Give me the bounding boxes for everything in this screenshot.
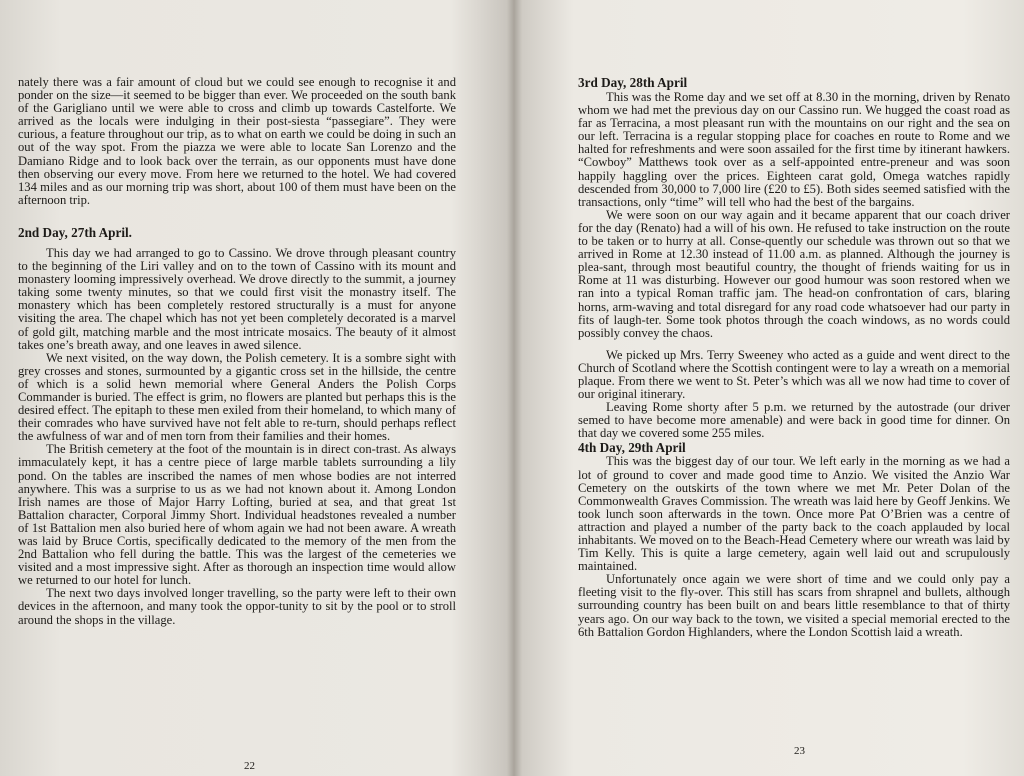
heading-day-3: 3rd Day, 28th April	[578, 75, 688, 90]
paragraph-british-cemetery: The British cemetery at the foot of the mountain is in direct con-trast. As always immaculately kept, it has a centre piece of large marble tablets surrounding a lily pond. On the tables are inscribed the names of men whose bodies are not interred anywhere. This was a surprise to us as we had not known about it. Among London Irish names are those of Major Harry Lofting, buried at sea, and that great 1st Battalion character, Corporal Jimmy Short. Individual headstones revealed a number of 1st Battalion men also buried here of whom again we had not been aware. A wreath was laid by Bruce Cortis, specifically dedicated to the memory of the men from the 2nd Battalion who fell during the battle. This was the largest of the cemeteries we visited and a most impressive sight. After as thorough an inspection time would allow we returned to our hotel for lunch.	[18, 442, 456, 588]
paragraph-anzio: This was the biggest day of our tour. We left early in the morning as we had a lot of ground to cover and made good time to Anzio. We visited the Anzio War Cemetery on the outskirts of the town where we met Mr. Peter Dolan of the Commonwealth Graves Commission. The wreath was laid here by Geoff Jenkins. We took lunch soon afterwards in the town. Once more Pat O’Brien was a centre of attraction and played a number of the party back to the coach applauded by local inhabitants. We moved on to the Beach-Head Cemetery where our wreath was laid by Tim Kelly. This is quite a large cemetery, again well laid out and scrupulously maintained.	[578, 454, 1010, 574]
left-text-column	[18, 76, 456, 627]
right-text-column	[578, 76, 1010, 639]
paragraph-cassino: This day we had arranged to go to Cassino. We drove through pleasant country to the beginning of the Liri valley and on to the town of Cassino with its mount and monastery looming impressively overhead. We drove directly to the summit, a journey taking some twenty minutes, so that we could first visit the monastry itself. The monastery which has been completely restored structurally is a must for anyone visiting the area. The chapel which has not yet been completely decorated is a marvel of gold gilt, matching marble and the most intricate mosaics. The beauty of it almost takes one’s breath away, and one leaves in awed silence.	[18, 245, 456, 352]
page-number-left: 22	[244, 760, 255, 772]
paragraph-leaving-rome: Leaving Rome shorty after 5 p.m. we returned by the autostrade (our driver semed to have become more amenable) and were back in good time for dinner. On that day we covered some 255 miles.	[578, 400, 1010, 441]
paragraph-next-two-days: The next two days involved longer travelling, so the party were left to their own devices in the afternoon, and many took the oppor-tunity to sit by the pool or to stroll around the shops in the village.	[18, 586, 456, 627]
paragraph-rome: This was the Rome day and we set off at 8.30 in the morning, driven by Renato whom we had met the previous day on our Cassino run. We hugged the coast road as far as Terracina, a most pleasant run with the mountains on our right and the sea on our left. Terracina is a regular stopping place for coaches en route to Rome and we halted for refreshments and were soon assailed for the first time by itinerant hawkers. “Cowboy” Matthews took over as a self-appointed entre-preneur and was soon happily haggling over the prices. Eighteen carat gold, Omega watches rapidly descended from 30,000 to 7,000 lire (£20 to £5). Both sides seemed satisfied with the transactions, only “time” will tell who had the best of the bargains.	[578, 90, 1010, 209]
right-page	[512, 0, 1024, 776]
page-number-right: 23	[794, 745, 805, 757]
heading-day-4: 4th Day, 29th April	[578, 440, 686, 456]
paragraph-coach-driver: We were soon on our way again and it became apparent that our coach driver for the day (Renato) had a will of his own. He refused to take instruction on the route to be taken or to hurry at all. Conse-quently our schedule was thrown out so that we arrived in Rome at 12.30 instead of 11.00 a.m. as planned. Although the journey is plea-sant, through most beautiful country, the thought of friends waiting for us in Rome at 11 was disturbing. However our good humour was soon restored when we ran into a typical Roman traffic jam. The head-on confrontation of cars, blaring horns, arm-waving and total disregard for any road code whatsoever had our party in fits of laugh-ter. Some took photos through the coach windows, as no words could possibly convey the chaos.	[578, 207, 1010, 340]
paragraph-intro: nately there was a fair amount of cloud but we could see enough to recognise it and ponder on the size—it seemed to be bigger than ever. We proceeded on the south bank of the Garigliano until we were able to cross and climb up towards Castelforte. We arrived as the locals were indulging in their post-siesta “passegiare”. They were curious, a feature throughout our trip, as to what on earth we could be doing in such an out of the way spot. From the piazza we were able to locate San Lorenzo and the Damiano Ridge and to look back over the terrain, as our opponents must have done then observing our every move. From here we returned to the hotel. We had covered 134 miles and as our morning trip was short, about 100 of them must have been on the afternoon trip.	[18, 75, 456, 207]
heading-day-2: 2nd Day, 27th April.	[18, 224, 132, 240]
paragraph-fly-over: Unfortunately once again we were short of time and we could only pay a fleeting visit to the fly-over. This still has scars from shrapnel and bullets, although surrounding country has been built on and bears little resemblance to that of thirty years ago. On our way back to the town, we visited a special memorial erected to the 6th Battalion Gordon Highlanders, where the London Scottish laid a wreath.	[578, 572, 1010, 639]
paragraph-sweeney: We picked up Mrs. Terry Sweeney who acted as a guide and went direct to the Church of Scotland where the Scottish contingent were to lay a wreath on a memorial plaque. From there we went to St. Peter’s which was all we now had time to cover of our original itinerary.	[578, 347, 1010, 402]
paragraph-polish-cemetery: We next visited, on the way down, the Polish cemetery. It is a sombre sight with grey crosses and stones, surmounted by a gigantic cross set in the hillside, the centre of which is a solid hewn memorial where General Anders the Polish Corps Commander is buried. The effect is grim, no flowers are planted but perhaps this is the desired effect. The epitaph to these men exiled from their homeland, to which many of their comrades who have survived have not felt able to re-turn, should perhaps reflect the awfulness of war and of men torn from their families and their homes.	[18, 350, 456, 444]
